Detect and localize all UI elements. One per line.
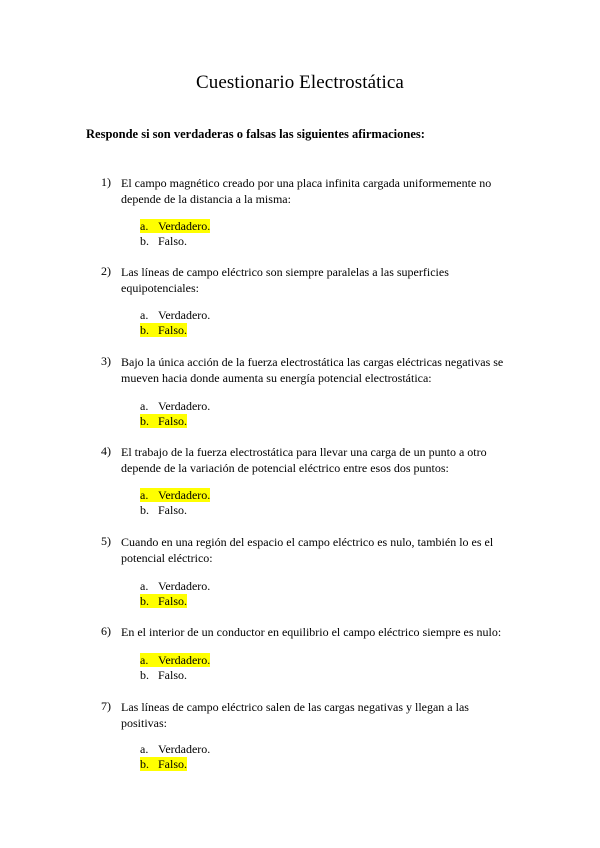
option-letter: a. [140, 742, 149, 756]
option-label: Falso. [158, 668, 188, 682]
option-letter: a. [140, 399, 149, 413]
option-letter: b. [140, 323, 149, 337]
option-letter: a. [140, 308, 149, 322]
question-number: 1) [101, 175, 111, 189]
question-text: El campo magnético creado por una placa infinita cargada uniformemente no depende de la distancia a la misma: [121, 176, 492, 206]
option-a [140, 219, 210, 234]
option-letter: b. [140, 668, 149, 682]
option-b [140, 757, 187, 772]
option-b [140, 503, 187, 518]
option-label: Falso. [158, 757, 188, 771]
option-label: Verdadero. [158, 399, 211, 413]
option-a [140, 399, 210, 414]
question-number: 3) [101, 354, 111, 368]
option-label: Falso. [158, 323, 188, 337]
question-text: Cuando en una región del espacio el campo eléctrico es nulo, también lo es el potencial eléctrico: [121, 535, 494, 565]
option-a [140, 579, 210, 594]
option-label: Verdadero. [158, 308, 211, 322]
option-label: Falso. [158, 594, 188, 608]
option-label: Falso. [158, 414, 188, 428]
question-number: 7) [101, 699, 111, 713]
question-number: 2) [101, 264, 111, 278]
option-a [140, 308, 210, 323]
option-label: Falso. [158, 503, 188, 517]
option-b [140, 668, 187, 683]
question-text: El trabajo de la fuerza electrostática para llevar una carga de un punto a otro depende de la variación de potencial eléctrico entre esos dos puntos: [121, 445, 487, 475]
option-letter: b. [140, 757, 149, 771]
option-letter: b. [140, 414, 149, 428]
option-letter: a. [140, 653, 149, 667]
option-label: Verdadero. [158, 742, 211, 756]
question-number: 6) [101, 624, 111, 638]
option-letter: b. [140, 503, 149, 517]
question-number: 4) [101, 444, 111, 458]
option-letter: a. [140, 579, 149, 593]
option-label: Verdadero. [158, 653, 211, 667]
option-letter: b. [140, 234, 149, 248]
option-b [140, 414, 187, 429]
question-text: Bajo la única acción de la fuerza electrostática las cargas eléctricas negativas se mueven hacia donde aumenta su energía potencial electrostática: [121, 355, 504, 385]
question-text: Las líneas de campo eléctrico salen de las cargas negativas y llegan a las positivas: [121, 700, 469, 730]
question-text: En el interior de un conductor en equilibrio el campo eléctrico siempre es nulo: [121, 625, 502, 639]
question-text: Las líneas de campo eléctrico son siempre paralelas a las superficies equipotenciales: [121, 265, 449, 295]
option-label: Falso. [158, 234, 188, 248]
option-letter: a. [140, 488, 149, 502]
page-title: Cuestionario Electrostática [196, 72, 404, 93]
option-label: Verdadero. [158, 488, 211, 502]
option-label: Verdadero. [158, 579, 211, 593]
option-a [140, 742, 210, 757]
option-a [140, 488, 210, 503]
option-a [140, 653, 210, 668]
option-b [140, 594, 187, 609]
option-b [140, 323, 187, 338]
question-number: 5) [101, 534, 111, 548]
option-label: Verdadero. [158, 219, 211, 233]
option-letter: b. [140, 594, 149, 608]
option-letter: a. [140, 219, 149, 233]
instructions: Responde si son verdaderas o falsas las siguientes afirmaciones: [86, 127, 425, 141]
option-b [140, 234, 187, 249]
